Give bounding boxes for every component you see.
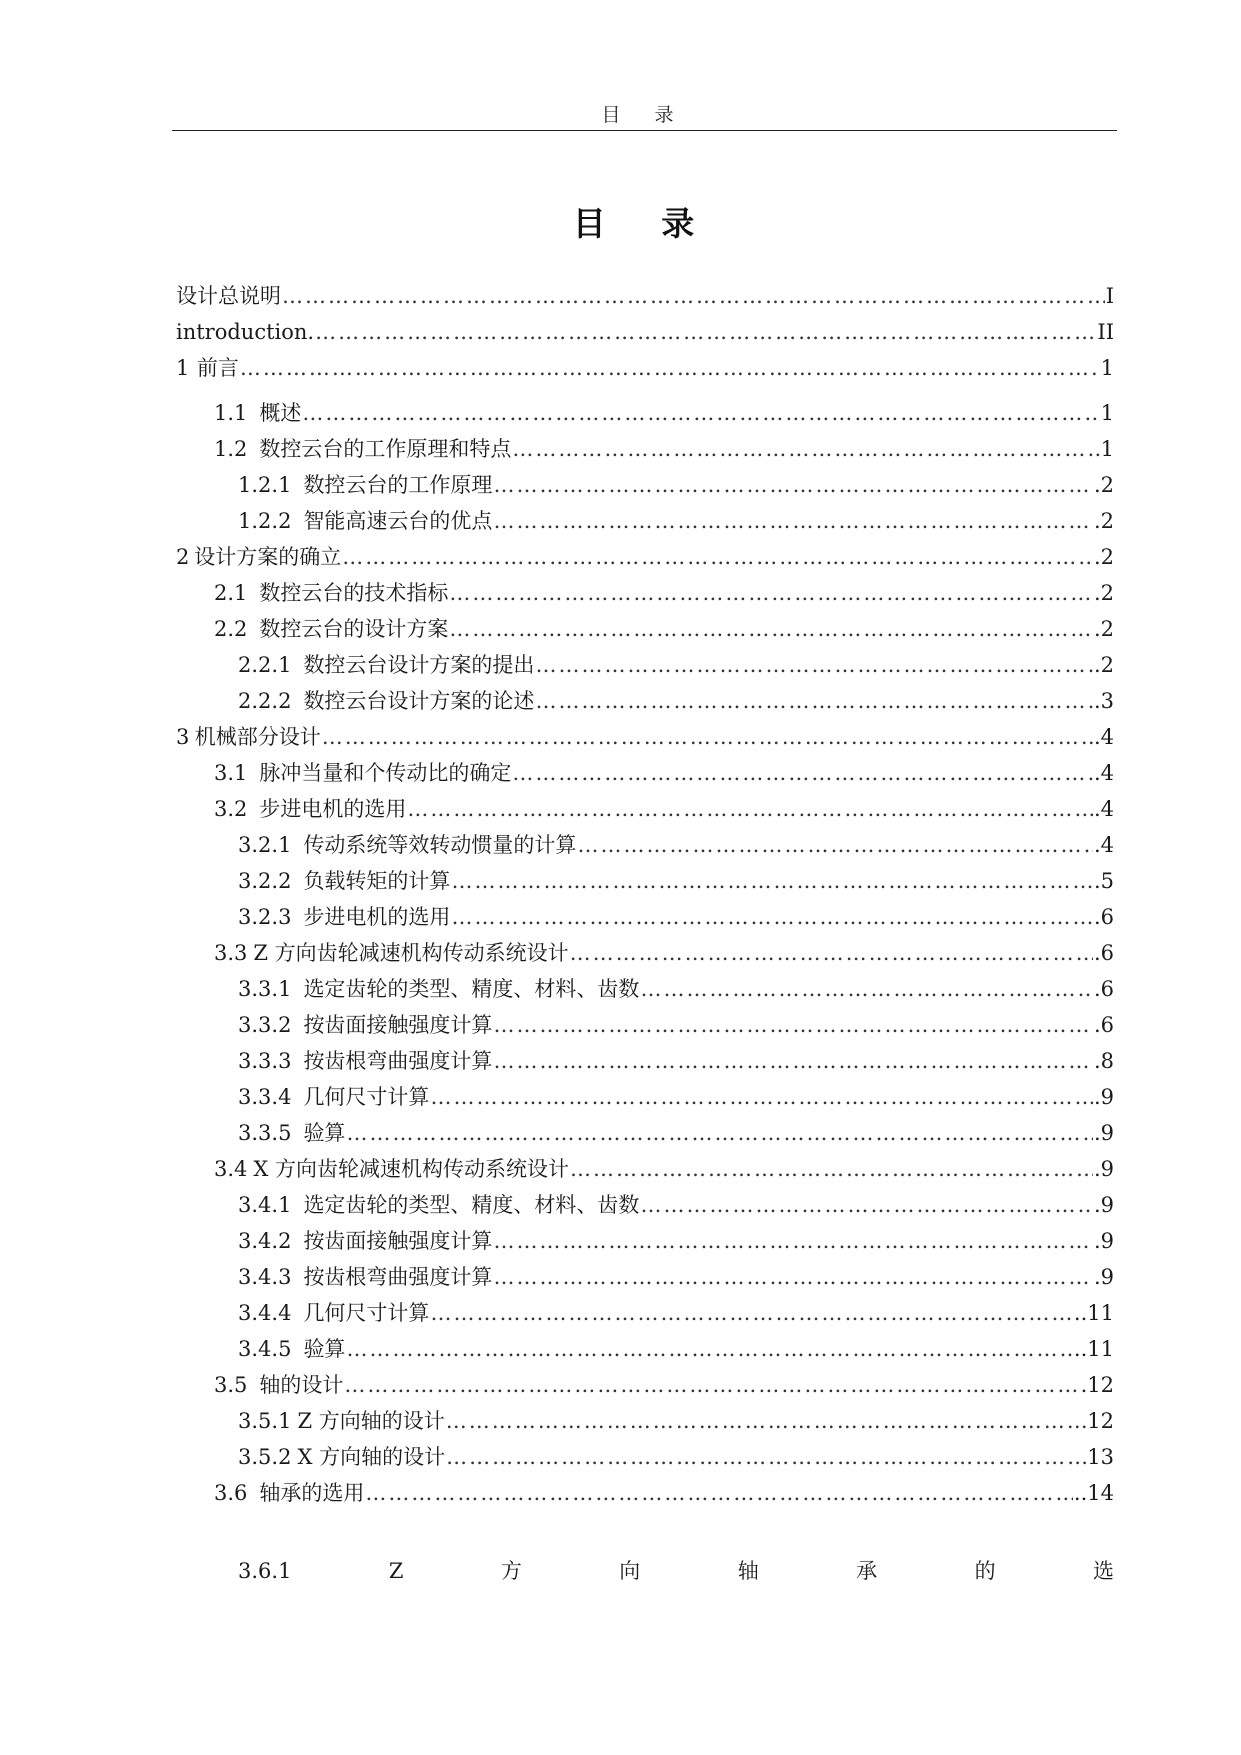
toc-entry-number: 3.2.1 bbox=[238, 833, 292, 857]
toc-entry-label: 设计方案的确立 bbox=[194, 545, 342, 569]
toc-entry[interactable] bbox=[176, 719, 1114, 755]
toc-entry-number: 1.2.2 bbox=[238, 509, 292, 533]
toc-entry[interactable] bbox=[238, 1043, 1114, 1079]
toc-entry-number: 1.1 bbox=[214, 401, 248, 425]
toc-entry-number: 3.4 bbox=[214, 1157, 248, 1181]
toc-entry-page: .6 bbox=[1093, 1013, 1114, 1037]
toc-entry[interactable] bbox=[238, 863, 1114, 899]
toc-entry[interactable] bbox=[238, 1295, 1114, 1331]
toc-entry-label: 数控云台设计方案的提出 bbox=[303, 653, 535, 677]
toc-entry-page: .5 bbox=[1093, 869, 1114, 893]
toc-leader-dots bbox=[577, 827, 1093, 863]
toc-entry[interactable] bbox=[214, 575, 1114, 611]
toc-entry-page: .9 bbox=[1093, 1157, 1114, 1181]
toc-entry-number: 3.5 bbox=[214, 1373, 248, 1397]
toc-entry-label: 按齿根弯曲强度计算 bbox=[303, 1265, 493, 1289]
toc-entry-number: 3.1 bbox=[214, 761, 248, 785]
toc-entry-number: 3.4.2 bbox=[238, 1229, 292, 1253]
toc-entry-label: 机械部分设计 bbox=[194, 725, 321, 749]
toc-leader-dots bbox=[315, 314, 1096, 350]
toc-entry[interactable] bbox=[238, 971, 1114, 1007]
toc-leader-dots bbox=[346, 1115, 1093, 1151]
toc-entry[interactable] bbox=[214, 431, 1114, 467]
toc-entry-label: X 方向轴的设计 bbox=[297, 1445, 446, 1469]
toc-justified-word: 承 bbox=[856, 1559, 878, 1583]
toc-entry-page: .6 bbox=[1093, 905, 1114, 929]
toc-entry-page: 12 bbox=[1087, 1409, 1114, 1433]
toc-entry[interactable] bbox=[238, 1007, 1114, 1043]
toc-entry[interactable] bbox=[238, 1187, 1114, 1223]
toc-entry-page: 1 bbox=[1100, 437, 1114, 461]
toc-entry-page: .2 bbox=[1093, 653, 1114, 677]
toc-leader-dots bbox=[493, 1043, 1093, 1079]
toc-entry-page: .9 bbox=[1093, 1265, 1114, 1289]
toc-entry-number: 3.3.1 bbox=[238, 977, 292, 1001]
toc-entry-label: X 方向齿轮减速机构传动系统设计 bbox=[253, 1157, 570, 1181]
toc-entry[interactable] bbox=[238, 683, 1114, 719]
toc-leader-dots bbox=[640, 1187, 1093, 1223]
toc-entry-label: 选定齿轮的类型、精度、材料、齿数 bbox=[303, 977, 640, 1001]
toc-entry-number: 3.2.2 bbox=[238, 869, 292, 893]
running-header: 目 录 bbox=[601, 104, 688, 126]
toc-leader-dots bbox=[430, 1079, 1093, 1115]
toc-entry-label: 数控云台设计方案的论述 bbox=[303, 689, 535, 713]
toc-leader-dots bbox=[640, 971, 1093, 1007]
toc-entry-page: .9 bbox=[1093, 1193, 1114, 1217]
toc-leader-dots bbox=[570, 935, 1093, 971]
toc-entry[interactable] bbox=[238, 647, 1114, 683]
toc-entry-page: 1 bbox=[1100, 401, 1114, 425]
toc-entry-label: 数控云台的技术指标 bbox=[259, 581, 449, 605]
toc-leader-dots bbox=[365, 1475, 1073, 1511]
toc-entry[interactable] bbox=[238, 1259, 1114, 1295]
toc-entry-number: 1.2 bbox=[214, 437, 248, 461]
toc-leader-dots bbox=[493, 1007, 1093, 1043]
toc-leader-dots bbox=[449, 575, 1093, 611]
toc-entry-page: I bbox=[1105, 284, 1114, 308]
toc-leader-dots bbox=[451, 863, 1093, 899]
toc-justified-word: 选 bbox=[1092, 1559, 1114, 1583]
toc-entry-page: .2 bbox=[1093, 581, 1114, 605]
toc-entry-page: .2 bbox=[1093, 473, 1114, 497]
toc-leader-dots bbox=[512, 755, 1093, 791]
toc-leader-dots bbox=[535, 683, 1093, 719]
toc-entry-label: 选定齿轮的类型、精度、材料、齿数 bbox=[303, 1193, 640, 1217]
toc-entry-number: 3.3 bbox=[214, 941, 248, 965]
toc-entry-number: 3.2 bbox=[214, 797, 248, 821]
toc-entry-label: 按齿根弯曲强度计算 bbox=[303, 1049, 493, 1073]
toc-entry-page: ..11 bbox=[1073, 1337, 1114, 1361]
toc-justified-word: 向 bbox=[619, 1559, 641, 1583]
toc-leader-dots bbox=[282, 278, 1105, 314]
toc-entry-number: 3.3.5 bbox=[238, 1121, 292, 1145]
toc-entry-label: 传动系统等效转动惯量的计算 bbox=[303, 833, 577, 857]
toc-entry-page: .4 bbox=[1093, 833, 1114, 857]
toc-entry[interactable] bbox=[214, 1151, 1114, 1187]
toc-entry[interactable] bbox=[238, 827, 1114, 863]
toc-entry-number: 3.2.3 bbox=[238, 905, 292, 929]
toc-entry[interactable] bbox=[214, 791, 1114, 827]
toc-entry-label: 轴的设计 bbox=[259, 1373, 344, 1397]
toc-entry[interactable] bbox=[176, 314, 1114, 350]
toc-leader-dots bbox=[344, 1367, 1079, 1403]
toc-leader-dots bbox=[407, 791, 1093, 827]
toc-entry-number: 3.6 bbox=[214, 1481, 248, 1505]
toc-entry-label: 数控云台的工作原理和特点 bbox=[259, 437, 512, 461]
toc-entry-page: .2 bbox=[1093, 509, 1114, 533]
toc-leader-dots bbox=[493, 1259, 1093, 1295]
toc-entry-label: 按齿面接触强度计算 bbox=[303, 1229, 493, 1253]
toc-entry-label: 几何尺寸计算 bbox=[303, 1085, 430, 1109]
toc-entry[interactable] bbox=[214, 755, 1114, 791]
toc-entry[interactable] bbox=[214, 611, 1114, 647]
toc-leader-dots bbox=[512, 431, 1099, 467]
toc-entry-label: 轴承的选用 bbox=[259, 1481, 365, 1505]
page-title: 目 录 bbox=[572, 204, 717, 243]
toc-entry[interactable] bbox=[176, 539, 1114, 575]
toc-entry[interactable] bbox=[238, 1439, 1114, 1475]
toc-entry-page: .9 bbox=[1093, 1085, 1114, 1109]
toc-entry-label: 数控云台的工作原理 bbox=[303, 473, 493, 497]
toc-entry-label: 步进电机的选用 bbox=[259, 797, 407, 821]
toc-entry[interactable] bbox=[238, 1115, 1114, 1151]
toc-entry[interactable] bbox=[176, 278, 1114, 314]
toc-entry-number: 2 bbox=[176, 545, 190, 569]
toc-entry-label: 脉冲当量和个传动比的确定 bbox=[259, 761, 512, 785]
header-rule bbox=[172, 130, 1117, 131]
toc-entry-label: 验算 bbox=[303, 1337, 346, 1361]
toc-entry[interactable] bbox=[214, 935, 1114, 971]
toc-entry-page: .8 bbox=[1093, 1049, 1114, 1073]
toc-entry-label: 负载转矩的计算 bbox=[303, 869, 451, 893]
toc-entry-label: 设计总说明 bbox=[176, 284, 281, 308]
toc-leader-dots bbox=[302, 395, 1099, 431]
toc-entry-page: .9 bbox=[1093, 1229, 1114, 1253]
toc-entry-number: 3.5.2 bbox=[238, 1445, 292, 1469]
toc-entry-number: 3.4.1 bbox=[238, 1193, 292, 1217]
toc-entry-page: .2 bbox=[1093, 617, 1114, 641]
toc-entry-label: 几何尺寸计算 bbox=[303, 1301, 430, 1325]
toc-entry[interactable] bbox=[214, 1367, 1114, 1403]
toc-justified-word: 方 bbox=[500, 1559, 522, 1583]
toc-entry-label: Z 方向轴的设计 bbox=[297, 1409, 445, 1433]
toc-justified-word: 3.6.1 bbox=[238, 1559, 292, 1583]
toc-entry[interactable] bbox=[238, 467, 1114, 503]
toc-leader-dots bbox=[446, 1403, 1087, 1439]
toc-entry[interactable] bbox=[238, 1331, 1114, 1367]
toc-entry-label: 验算 bbox=[303, 1121, 346, 1145]
toc-entry-page: ..14 bbox=[1073, 1481, 1114, 1505]
toc-leader-dots bbox=[240, 350, 1100, 386]
toc-entry-number: 3.5.1 bbox=[238, 1409, 292, 1433]
toc-entry-number: 3.3.2 bbox=[238, 1013, 292, 1037]
toc-leader-dots bbox=[535, 647, 1093, 683]
toc-leader-dots bbox=[493, 467, 1093, 503]
toc-entry-label: 前言 bbox=[196, 356, 239, 380]
toc-entry-number: 1.2.1 bbox=[238, 473, 292, 497]
toc-entry-page: 13 bbox=[1087, 1445, 1114, 1469]
toc-entry-label: introduction. bbox=[176, 320, 315, 344]
toc-entry-label: 智能高速云台的优点 bbox=[303, 509, 493, 533]
toc-entry-page: .6 bbox=[1093, 941, 1114, 965]
toc-leader-dots bbox=[322, 719, 1093, 755]
toc-entry-number: 3 bbox=[176, 725, 190, 749]
toc-entry-label: 数控云台的设计方案 bbox=[259, 617, 449, 641]
toc-entry-page: .2 bbox=[1093, 545, 1114, 569]
toc-leader-dots bbox=[493, 503, 1093, 539]
toc-leader-dots bbox=[570, 1151, 1093, 1187]
toc-leader-dots bbox=[451, 899, 1093, 935]
toc-entry-page: .6 bbox=[1093, 977, 1114, 1001]
toc-entry-page: .12 bbox=[1080, 1373, 1114, 1397]
toc-entry-number: 2.2.2 bbox=[238, 689, 292, 713]
toc-entry-number: 1 bbox=[176, 356, 190, 380]
toc-entry-number: 3.4.5 bbox=[238, 1337, 292, 1361]
toc-entry-page: .4 bbox=[1093, 797, 1114, 821]
toc-leader-dots bbox=[346, 1331, 1072, 1367]
toc-leader-dots bbox=[430, 1295, 1072, 1331]
toc-entry[interactable] bbox=[238, 1403, 1114, 1439]
toc-entry-justified bbox=[238, 1553, 1114, 1589]
toc-entry[interactable] bbox=[176, 350, 1114, 386]
toc-entry-number: 3.4.4 bbox=[238, 1301, 292, 1325]
toc-entry-label: 概述 bbox=[259, 401, 302, 425]
toc-entry[interactable] bbox=[214, 395, 1114, 431]
toc-entry-number: 2.2.1 bbox=[238, 653, 292, 677]
toc-entry-label: 步进电机的选用 bbox=[303, 905, 451, 929]
toc-entry-label: 按齿面接触强度计算 bbox=[303, 1013, 493, 1037]
toc-entry-number: 2.2 bbox=[214, 617, 248, 641]
toc-entry-page: .4 bbox=[1093, 725, 1114, 749]
toc-entry[interactable] bbox=[238, 1223, 1114, 1259]
toc-entry-page: II bbox=[1097, 320, 1114, 344]
toc-leader-dots bbox=[493, 1223, 1093, 1259]
toc-justified-word: 轴 bbox=[737, 1559, 759, 1583]
toc-entry[interactable] bbox=[238, 899, 1114, 935]
toc-entry-page: .3 bbox=[1093, 689, 1114, 713]
toc-entry-number: 3.3.4 bbox=[238, 1085, 292, 1109]
toc-entry[interactable] bbox=[214, 1475, 1114, 1511]
toc-leader-dots bbox=[342, 539, 1093, 575]
toc-leader-dots bbox=[449, 611, 1093, 647]
toc-entry-label: Z 方向齿轮减速机构传动系统设计 bbox=[253, 941, 569, 965]
toc-justified-word: 的 bbox=[974, 1559, 996, 1583]
toc-leader-dots bbox=[446, 1439, 1086, 1475]
toc-entry-page: ..11 bbox=[1073, 1301, 1114, 1325]
toc-entry[interactable] bbox=[238, 503, 1114, 539]
toc-entry-page: 1 bbox=[1100, 356, 1114, 380]
toc-entry[interactable] bbox=[238, 1079, 1114, 1115]
toc-entry-number: 2.1 bbox=[214, 581, 248, 605]
toc-entry-page: .4 bbox=[1093, 761, 1114, 785]
toc-entry-number: 3.4.3 bbox=[238, 1265, 292, 1289]
toc-entry-page: .9 bbox=[1093, 1121, 1114, 1145]
toc-entry-number: 3.3.3 bbox=[238, 1049, 292, 1073]
toc-justified-word: Z bbox=[388, 1559, 404, 1583]
